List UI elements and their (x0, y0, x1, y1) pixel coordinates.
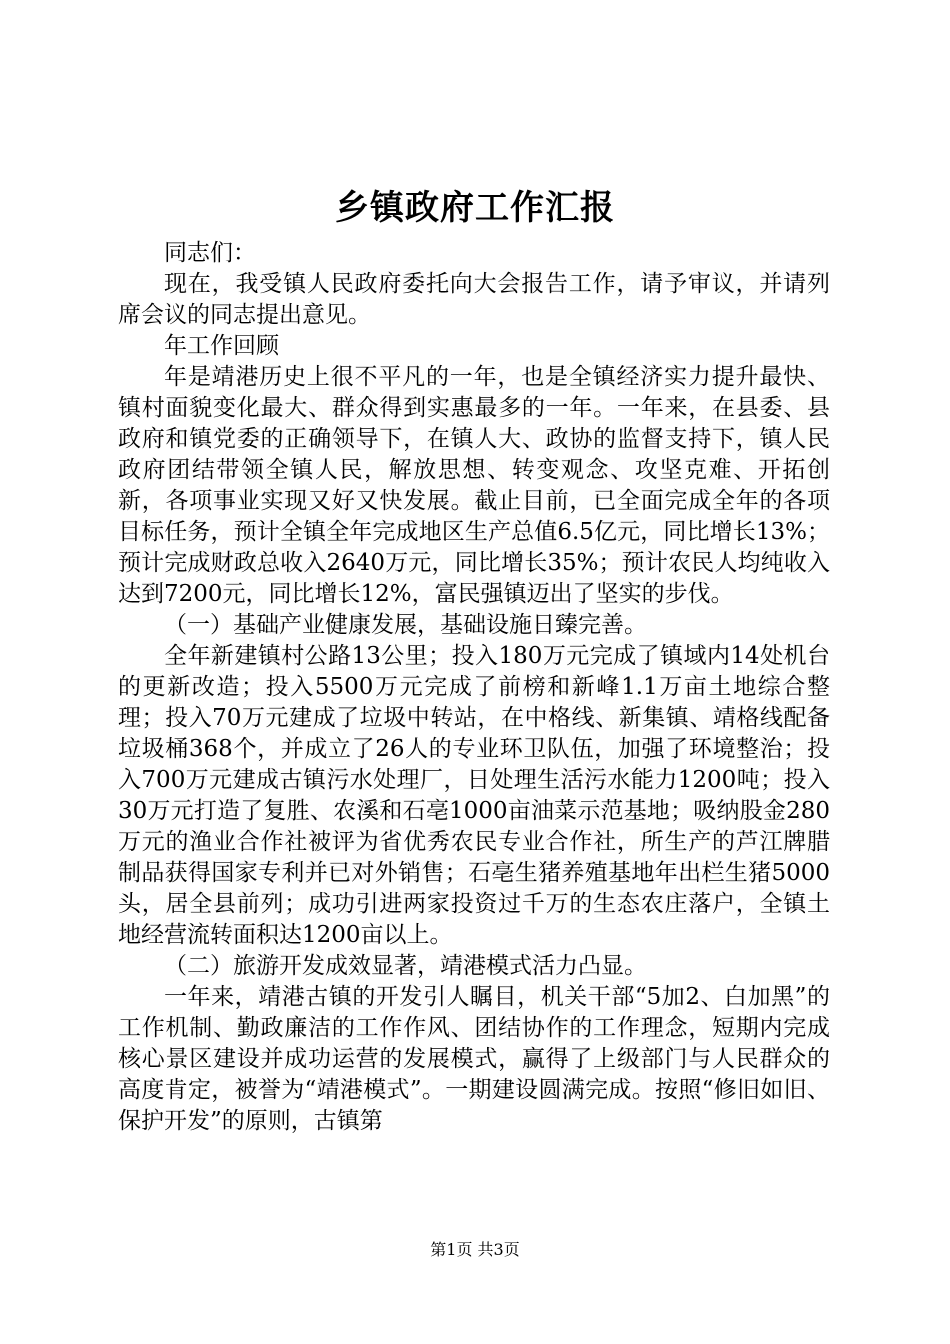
document-body (118, 238, 830, 1137)
paragraph-intro: 现在，我受镇人民政府委托向大会报告工作，请予审议，并请列席会议的同志提出意见。 (118, 271, 830, 328)
paragraph-infrastructure: 全年新建镇村公路13公里；投入180万元完成了镇域内14处机台的更新改造；投入5500万元完成了前榜和新峰1.1万亩土地综合整理；投入70万元建成了垃圾中转站，在中格线、新集镇、靖格线配备垃圾桶368个，并成立了26人的专业环卫队伍，加强了环境整治；投入700万元建成古镇污水处理厂，日处理生活污水能力1200吨；投入30万元打造了复胜、农溪和石亳1000亩油菜示范基地；吸纳股金280万元的渔业合作社被评为省优秀农民专业合作社，所生产的芦江牌腊制品获得国家专利并已对外销售；石亳生猪养殖基地年出栏生猪5000头，居全县前列；成功引进两家投资过千万的生态农庄落户，全镇土地经营流转面积达1200亩以上。 (118, 643, 830, 948)
paragraph-section-heading: 年工作回顾 (164, 333, 279, 359)
paragraph-review: 年是靖港历史上很不平凡的一年，也是全镇经济实力提升最快、镇村面貌变化最大、群众得到实惠最多的一年。一年来，在县委、县政府和镇党委的正确领导下，在镇人大、政协的监督支持下，镇人民政府团结带领全镇人民，解放思想、转变观念、攻坚克难、开拓创新，各项事业实现又好又快发展。截止目前，已全面完成全年的各项目标任务，预计全镇全年完成地区生产总值6.5亿元，同比增长13%；预计完成财政总收入2640万元，同比增长35%；预计农民人均纯收入达到7200元，同比增长12%，富民强镇迈出了坚实的步伐。 (118, 364, 830, 607)
paragraph-tourism: 一年来，靖港古镇的开发引人瞩目，机关干部“5加2、白加黑”的工作机制、勤政廉洁的工作作风、团结协作的工作理念，短期内完成核心景区建设并成功运营的发展模式，赢得了上级部门与人民群众的高度肯定，被誉为“靖港模式”。一期建设圆满完成。按照“修旧如旧、保护开发”的原则，古镇第 (118, 984, 830, 1134)
paragraph-salutation: 同志们： (164, 240, 256, 266)
document-title: 乡镇政府工作汇报 (335, 188, 615, 228)
paragraph-subheading-2: （二）旅游开发成效显著，靖港模式活力凸显。 (164, 953, 647, 979)
paragraph-subheading-1: （一）基础产业健康发展，基础设施日臻完善。 (164, 612, 647, 638)
page-footer: 第1页 共3页 (430, 1240, 520, 1259)
